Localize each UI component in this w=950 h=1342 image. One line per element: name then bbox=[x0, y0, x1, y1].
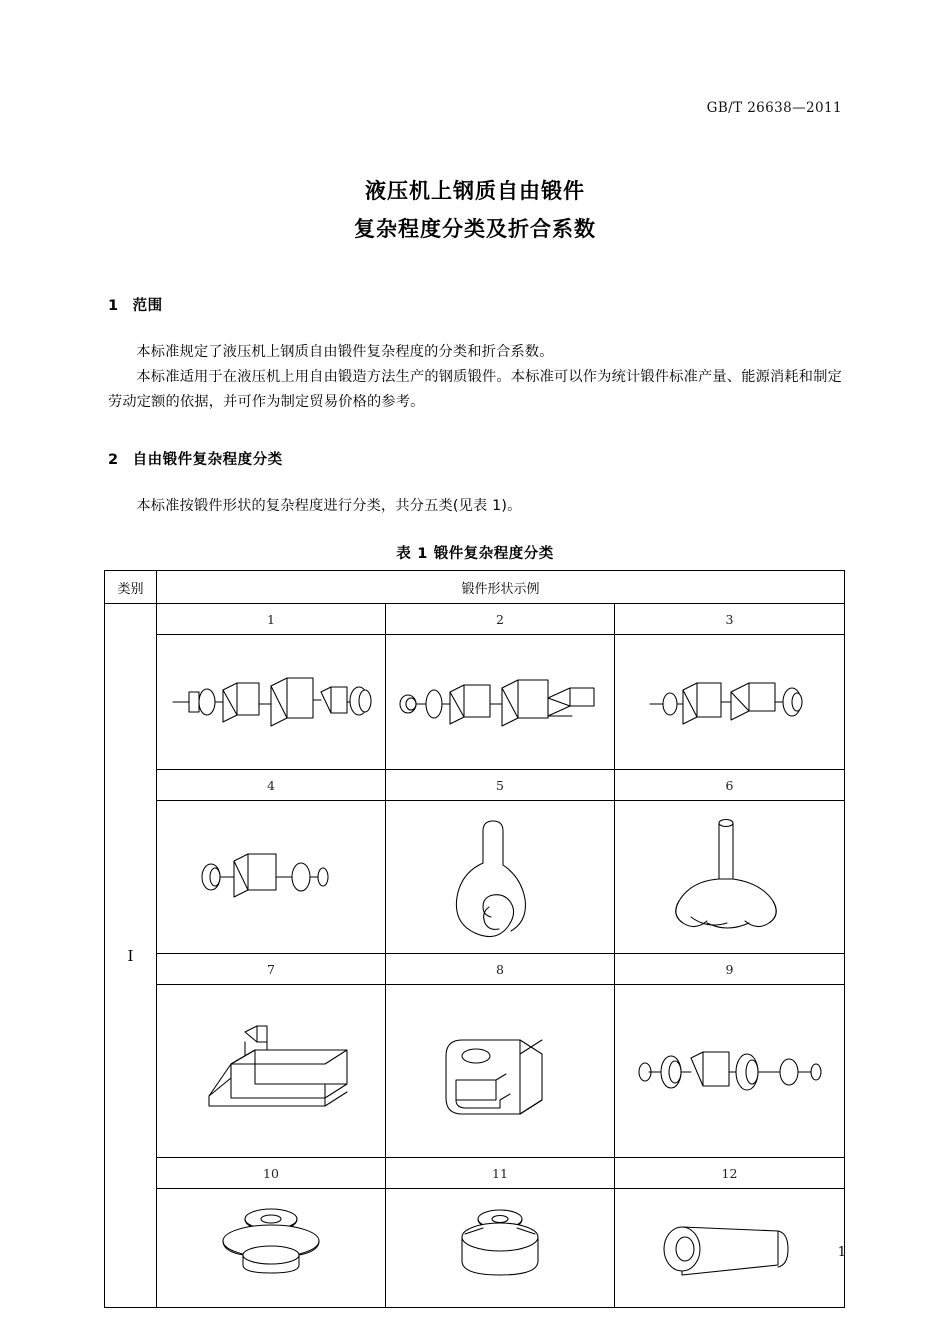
figure-row-3 bbox=[105, 985, 845, 1158]
figure-row-4 bbox=[105, 1189, 845, 1308]
figure-cell-1 bbox=[157, 635, 386, 770]
forging-cylinder-shape-12-icon bbox=[640, 1193, 820, 1303]
index-row-2 bbox=[105, 770, 845, 801]
figure-index-5: 5 bbox=[386, 770, 615, 801]
section-1-paragraph-1: 本标准规定了液压机上钢质自由锻件复杂程度的分类和折合系数。 bbox=[136, 344, 554, 360]
figure-cell-2 bbox=[386, 635, 615, 770]
header-category: 类别 bbox=[105, 571, 157, 604]
title-line-1: 液压机上钢质自由锻件 bbox=[365, 179, 585, 203]
forging-shape-1-icon bbox=[161, 642, 381, 762]
figure-row-1 bbox=[105, 635, 845, 770]
section-1-paragraph-2: 本标准适用于在液压机上用自由锻造方法生产的钢质锻件。本标准可以作为统计锻件标准产量、能源消耗和制定劳动定额的依据，并可作为制定贸易价格的参考。 bbox=[108, 369, 842, 410]
figure-cell-12 bbox=[615, 1189, 845, 1308]
table-caption-number: 1 bbox=[417, 546, 428, 562]
figure-cell-4 bbox=[157, 801, 386, 954]
figure-cell-3 bbox=[615, 635, 845, 770]
figure-row-2 bbox=[105, 801, 845, 954]
figure-index-3: 3 bbox=[615, 604, 845, 635]
table-caption-text: 锻件复杂程度分类 bbox=[433, 546, 554, 562]
table-header-row bbox=[105, 571, 845, 604]
standard-code: GB/T 26638—2011 bbox=[706, 100, 842, 116]
forging-shape-11-icon bbox=[415, 1193, 585, 1303]
figure-cell-11 bbox=[386, 1189, 615, 1308]
section-2-heading bbox=[108, 448, 842, 469]
page-number: 1 bbox=[837, 1245, 846, 1260]
section-2-body bbox=[108, 494, 842, 519]
forging-shape-4-icon bbox=[171, 807, 371, 947]
index-row-3 bbox=[105, 954, 845, 985]
section-2-number: 2 bbox=[108, 452, 119, 468]
section-2-paragraph-1: 本标准按锻件形状的复杂程度进行分类，共分五类(见表 1)。 bbox=[136, 498, 522, 514]
figure-index-11: 11 bbox=[386, 1158, 615, 1189]
forging-shape-8-icon bbox=[410, 996, 590, 1146]
section-2-title: 自由锻件复杂程度分类 bbox=[132, 452, 283, 468]
category-label-1: Ⅰ bbox=[105, 604, 157, 1308]
forging-shape-3-icon bbox=[620, 642, 840, 762]
figure-index-2: 2 bbox=[386, 604, 615, 635]
figure-index-4: 4 bbox=[157, 770, 386, 801]
section-1-body bbox=[108, 340, 842, 415]
forging-flange-shape-10-icon bbox=[181, 1193, 361, 1303]
section-1-title: 范围 bbox=[132, 298, 163, 314]
figure-index-7: 7 bbox=[157, 954, 386, 985]
forging-hook-shape-5-icon bbox=[425, 807, 575, 947]
page-title bbox=[0, 172, 950, 248]
forging-shape-9-icon bbox=[625, 996, 835, 1146]
header-examples: 锻件形状示例 bbox=[157, 571, 845, 604]
figure-index-8: 8 bbox=[386, 954, 615, 985]
figure-cell-10 bbox=[157, 1189, 386, 1308]
figure-cell-9 bbox=[615, 985, 845, 1158]
section-1-number: 1 bbox=[108, 298, 119, 314]
figure-cell-5 bbox=[386, 801, 615, 954]
forging-shape-6-icon bbox=[645, 807, 815, 947]
figure-index-6: 6 bbox=[615, 770, 845, 801]
figure-index-1: 1 bbox=[157, 604, 386, 635]
figure-index-10: 10 bbox=[157, 1158, 386, 1189]
forging-shape-2-icon bbox=[390, 642, 610, 762]
figure-index-9: 9 bbox=[615, 954, 845, 985]
title-line-2: 复杂程度分类及折合系数 bbox=[354, 217, 596, 241]
figure-cell-6 bbox=[615, 801, 845, 954]
forging-shape-7-icon bbox=[171, 996, 371, 1146]
forging-classification-table bbox=[104, 570, 845, 1308]
index-row-1 bbox=[105, 604, 845, 635]
index-row-4 bbox=[105, 1158, 845, 1189]
figure-cell-8 bbox=[386, 985, 615, 1158]
section-1-heading bbox=[108, 294, 842, 315]
figure-index-12: 12 bbox=[615, 1158, 845, 1189]
figure-cell-7 bbox=[157, 985, 386, 1158]
table-caption-label: 表 bbox=[396, 546, 412, 562]
table-caption bbox=[0, 542, 950, 563]
